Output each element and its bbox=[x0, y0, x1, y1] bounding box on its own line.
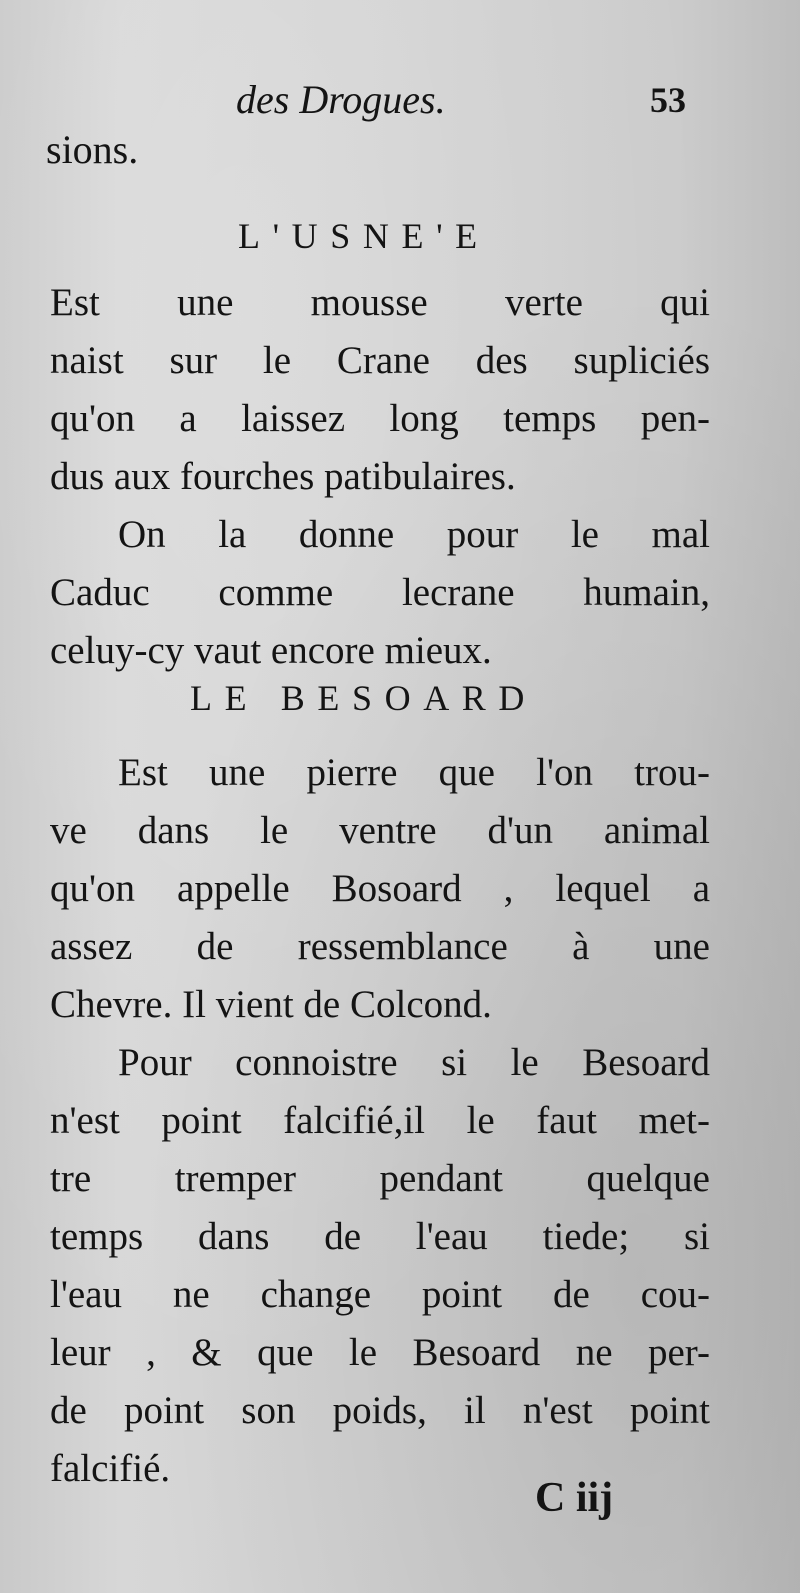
text-line: qu'on a laissez long temps pen- bbox=[50, 397, 710, 440]
besoard-text bbox=[50, 744, 710, 1498]
text-line: naist sur le Crane des supliciés bbox=[50, 339, 710, 382]
text-line: l'eau ne change point de cou- bbox=[50, 1273, 710, 1316]
text-line: falcifié. bbox=[50, 1447, 171, 1490]
usnee-text bbox=[50, 274, 710, 680]
text-line: Chevre. Il vient de Colcond. bbox=[50, 983, 492, 1026]
text-line: tre tremper pendant quelque bbox=[50, 1157, 710, 1200]
text-line: Caduc comme lecrane humain, bbox=[50, 571, 710, 614]
text-line: temps dans de l'eau tiede; si bbox=[50, 1215, 710, 1258]
text-line: Pour connoistre si le Besoard bbox=[118, 1041, 710, 1084]
section-heading-usnee: L'USNE'E bbox=[238, 216, 490, 256]
text-line: leur , & que le Besoard ne per- bbox=[50, 1331, 710, 1374]
text-line: de point son poids, il n'est point bbox=[50, 1389, 710, 1432]
text-line: Est une mousse verte qui bbox=[50, 281, 710, 324]
text-line: On la donne pour le mal bbox=[118, 513, 710, 556]
running-title: des Drogues. bbox=[236, 77, 446, 122]
signature-mark: C iij bbox=[535, 1475, 614, 1521]
section-heading-besoard: LE BESOARD bbox=[190, 678, 538, 718]
text-line: Est une pierre que l'on trou- bbox=[118, 751, 710, 794]
text-line: celuy-cy vaut encore mieux. bbox=[50, 629, 492, 672]
text-line: n'est point falcifié,il le faut met- bbox=[50, 1099, 710, 1142]
page-number: 53 bbox=[650, 80, 686, 120]
text-line: assez de ressemblance à une bbox=[50, 925, 710, 968]
text-line: dus aux fourches patibulaires. bbox=[50, 455, 516, 498]
carried-over-word: sions. bbox=[46, 127, 139, 172]
text-line: qu'on appelle Bosoard , lequel a bbox=[50, 867, 710, 910]
text-line: ve dans le ventre d'un animal bbox=[50, 809, 710, 852]
